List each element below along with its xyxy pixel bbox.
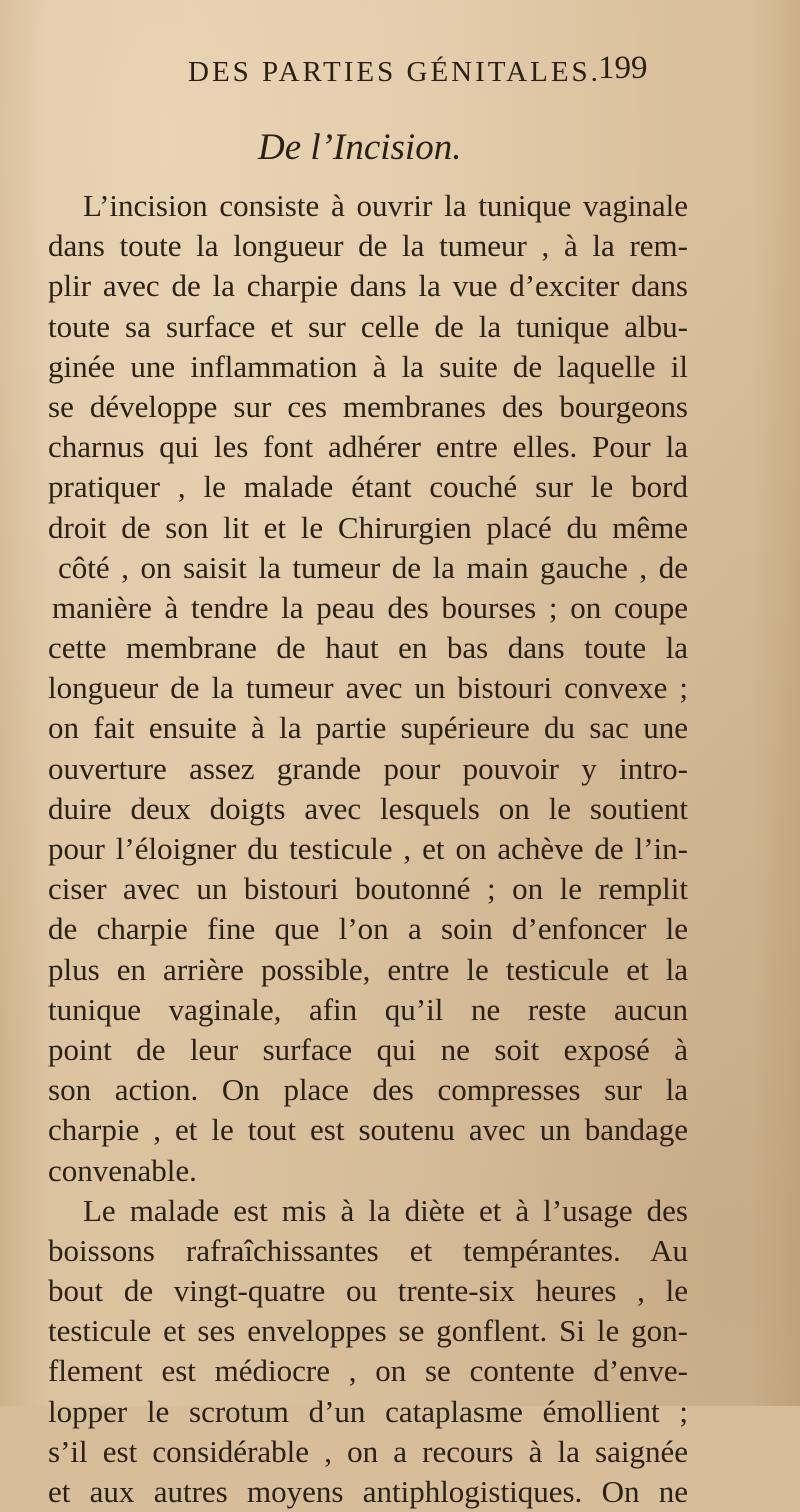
text-line: flement est médiocre , on se contente d’enve-	[48, 1353, 688, 1389]
text-line: ciser avec un bistouri boutonné ; on le remplit	[48, 871, 688, 907]
text-line: ginée une inflammation à la suite de laquelle il	[48, 348, 688, 384]
text-line: de charpie fine que l’on a soin d’enfoncer le	[48, 911, 688, 947]
text-line: bout de vingt-quatre ou trente-six heures , le	[48, 1273, 688, 1309]
text-line: lopper le scrotum d’un cataplasme émollient ;	[48, 1393, 688, 1429]
text-line: toute sa surface et sur celle de la tunique albu-	[48, 308, 688, 344]
text-line: et aux autres moyens antiphlogistiques. On ne	[48, 1474, 688, 1509]
text-line: ouverture assez grande pour pouvoir y intro-	[48, 750, 688, 786]
section-title: De l’Incision.	[258, 127, 462, 168]
text-line: convenable.	[48, 1152, 197, 1188]
text-line: pour l’éloigner du testicule , et on achève de l’in-	[48, 831, 688, 866]
text-line: tunique vaginale, afin qu’il ne reste aucun	[48, 991, 688, 1027]
running-head: DES PARTIES GÉNITALES.	[188, 56, 601, 88]
text-line: boissons rafraîchissantes et tempérantes. Au	[48, 1232, 688, 1268]
text-line: testicule et ses enveloppes se gonflent. Si le gon-	[48, 1313, 688, 1349]
text-line: L’incision consiste à ouvrir la tunique vaginale	[83, 188, 688, 223]
text-line: cette membrane de haut en bas dans toute la	[48, 630, 688, 666]
text-line: longueur de la tumeur avec un bistouri convexe ;	[48, 670, 688, 706]
text-line: point de leur surface qui ne soit exposé à	[48, 1031, 688, 1067]
text-line: plir avec de la charpie dans la vue d’exciter dans	[48, 268, 688, 304]
text-line: charpie , et le tout est soutenu avec un bandage	[48, 1112, 688, 1148]
text-line: duire deux doigts avec lesquels on le soutient	[48, 790, 688, 826]
page-number: 199	[598, 50, 648, 86]
text-line: dans toute la longueur de la tumeur , à la rem-	[48, 228, 688, 264]
text-line: son action. On place des compresses sur la	[48, 1072, 688, 1108]
text-line: charnus qui les font adhérer entre elles. Pour la	[48, 429, 688, 465]
text-line: se développe sur ces membranes des bourgeons	[48, 388, 688, 424]
text-line: pratiquer , le malade étant couché sur le bord	[48, 469, 688, 505]
text-line: manière à tendre la peau des bourses ; on coupe	[52, 589, 688, 625]
text-line: droit de son lit et le Chirurgien placé du même	[48, 509, 688, 545]
text-line: côté , on saisit la tumeur de la main gauche , de	[58, 549, 688, 585]
body-text	[48, 186, 688, 1512]
text-line: Le malade est mis à la diète et à l’usage des	[83, 1192, 688, 1228]
text-line: on fait ensuite à la partie supérieure du sac une	[48, 710, 688, 746]
text-line: plus en arrière possible, entre le testicule et la	[48, 951, 688, 987]
text-line: s’il est considérable , on a recours à la saignée	[48, 1433, 688, 1469]
